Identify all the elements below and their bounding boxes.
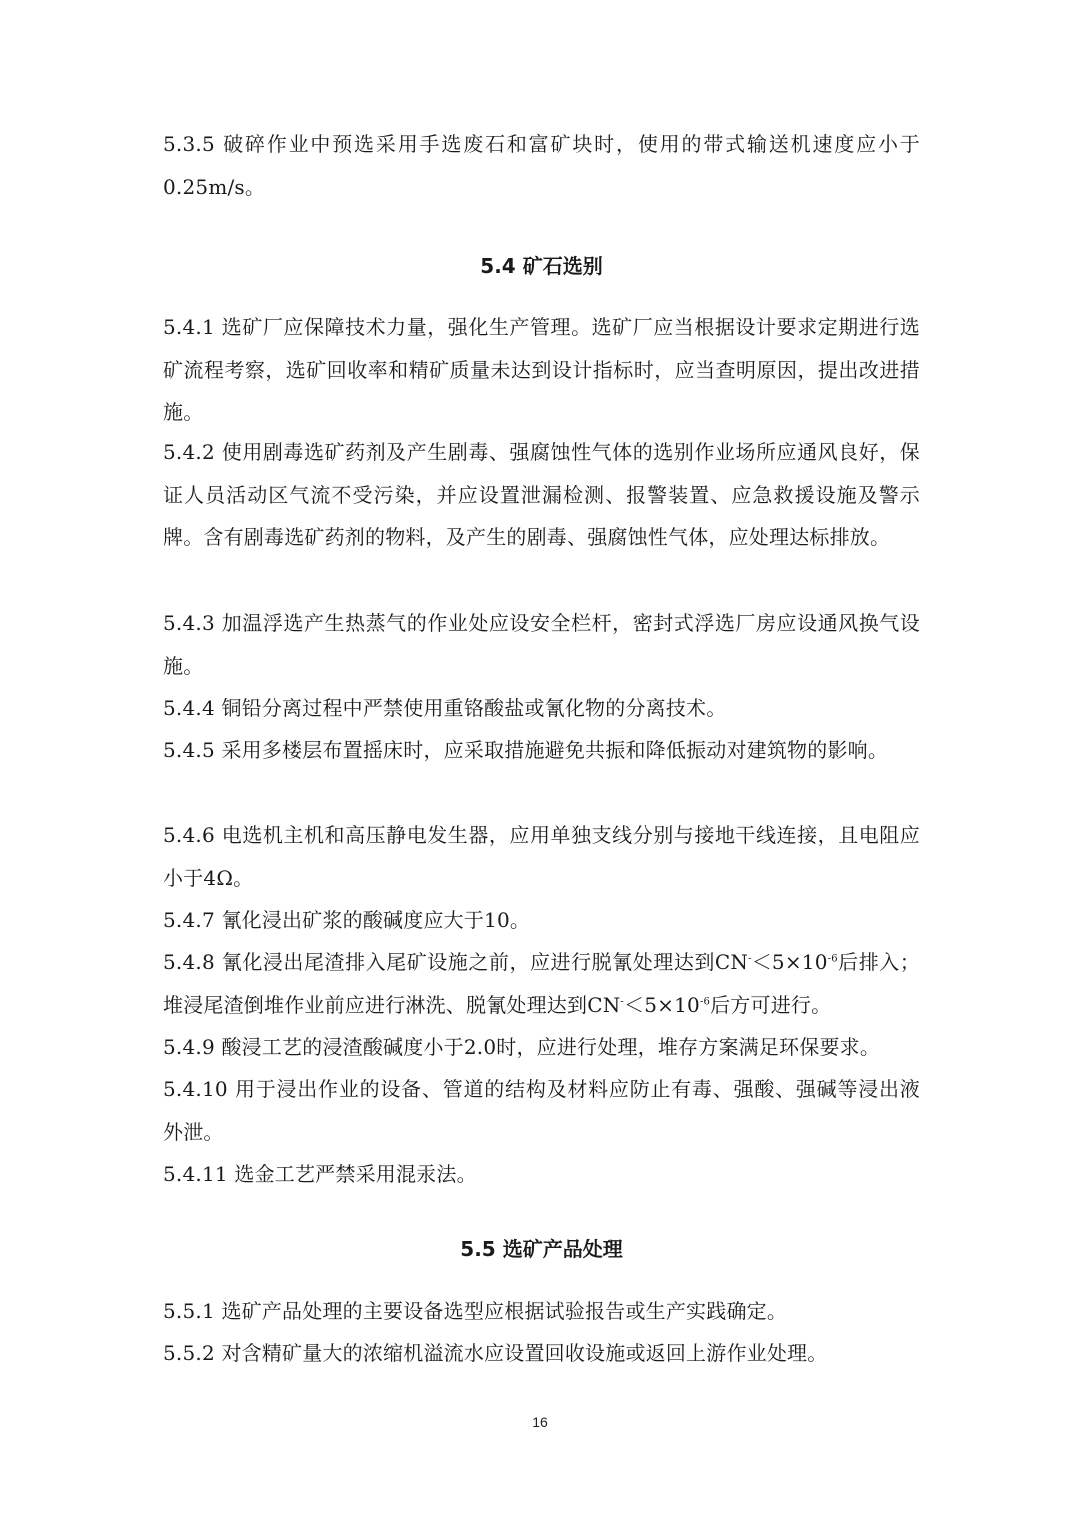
clause-5-5-2: 5.5.2 对含精矿量大的浓缩机溢流水应设置回收设施或返回上游作业处理。 xyxy=(163,1341,828,1365)
clause-5-4-9: 5.4.9 酸浸工艺的浸渣酸碱度小于2.0时，应进行处理，堆存方案满足环保要求。 xyxy=(163,1035,881,1059)
clause-5-4-5: 5.4.5 采用多楼层布置摇床时，应采取措施避免共振和降低振动对建筑物的影响。 xyxy=(163,738,889,762)
clause-5-4-4: 5.4.4 铜铅分离过程中严禁使用重铬酸盐或氰化物的分离技术。 xyxy=(163,696,727,720)
clause-5-4-8-part-a: 5.4.8 氰化浸出尾渣排入尾矿设施之前，应进行脱氰处理达到CN xyxy=(163,950,749,974)
clause-5-3-5: 5.3.5 破碎作业中预选采用手选废石和富矿块时，使用的带式输送机速度应小于0.25m/s。 xyxy=(163,132,920,199)
section-heading-5-5: 5.5 选矿产品处理 xyxy=(460,1237,623,1261)
clause-5-4-8-part-b: ＜5×10 xyxy=(751,950,828,974)
clause-5-4-10: 5.4.10 用于浸出作业的设备、管道的结构及材料应防止有毒、强酸、强碱等浸出液外泄。 xyxy=(163,1077,920,1144)
clause-5-4-3: 5.4.3 加温浮选产生热蒸气的作业处应设安全栏杆，密封式浮选厂房应设通风换气设施。 xyxy=(163,611,920,678)
clause-5-4-8-part-e: 后方可进行。 xyxy=(710,992,832,1017)
clause-5-4-11: 5.4.11 选金工艺严禁采用混汞法。 xyxy=(163,1162,477,1186)
page-number: 16 xyxy=(532,1414,548,1430)
clause-5-4-8-part-d: ＜5×10 xyxy=(624,992,700,1017)
superscript-exponent: -6 xyxy=(827,953,838,965)
superscript-exponent: -6 xyxy=(699,995,711,1007)
section-heading-5-4: 5.4 矿石选别 xyxy=(480,254,603,278)
clause-5-5-1: 5.5.1 选矿产品处理的主要设备选型应根据试验报告或生产实践确定。 xyxy=(163,1299,788,1323)
clause-5-4-8 xyxy=(163,941,920,1026)
superscript-minus: - xyxy=(620,995,624,1007)
clause-5-4-1: 5.4.1 选矿厂应保障技术力量，强化生产管理。选矿厂应当根据设计要求定期进行选矿流程考察，选矿回收率和精矿质量未达到设计指标时，应当查明原因，提出改进措施。 xyxy=(163,315,920,424)
clause-5-4-7: 5.4.7 氰化浸出矿浆的酸碱度应大于10。 xyxy=(163,908,531,932)
superscript-minus: - xyxy=(748,953,752,965)
clause-5-4-8-part-c: 后排入；堆浸尾渣倒堆作业前应进行淋洗、脱氰处理达到CN xyxy=(163,950,920,1017)
clause-5-4-6: 5.4.6 电选机主机和高压静电发生器，应用单独支线分别与接地干线连接，且电阻应小于4Ω。 xyxy=(163,823,920,890)
clause-5-4-2: 5.4.2 使用剧毒选矿药剂及产生剧毒、强腐蚀性气体的选别作业场所应通风良好，保证人员活动区气流不受污染，并应设置泄漏检测、报警装置、应急救援设施及警示牌。含有剧毒选矿药剂的物料，及产生的剧毒、强腐蚀性气体，应处理达标排放。 xyxy=(163,440,920,549)
